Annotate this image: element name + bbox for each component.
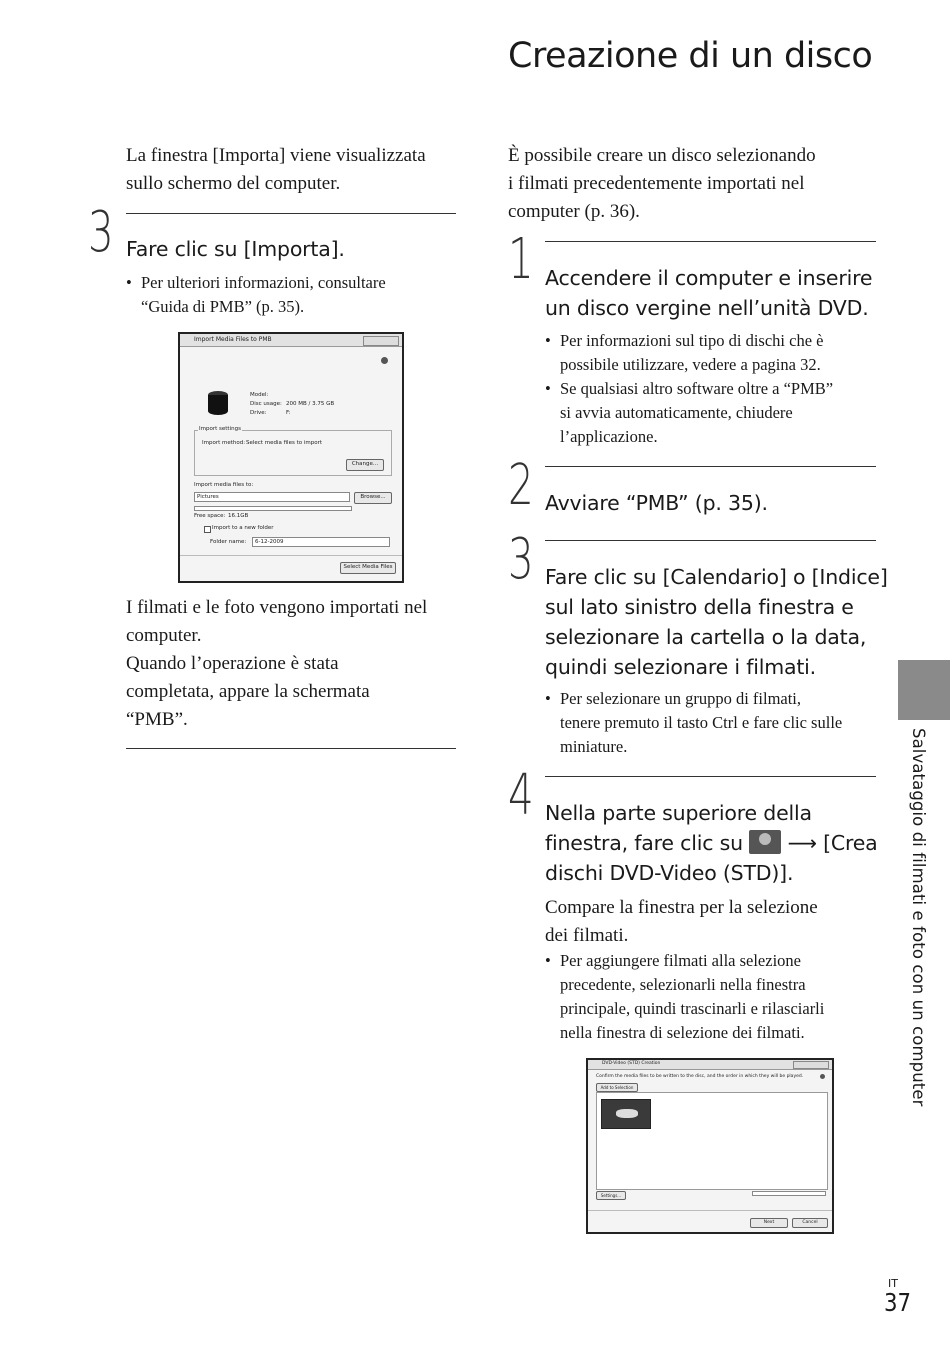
text-line: completata, appare la schermata — [126, 681, 370, 702]
window-titlebar — [588, 1060, 832, 1070]
text-line: Accendere il computer e inserire — [545, 266, 873, 290]
cancel-button[interactable]: Cancel — [792, 1218, 828, 1228]
divider — [588, 1210, 832, 1211]
text-line: dischi DVD-Video (STD)]. — [545, 861, 794, 885]
left-outro — [126, 594, 427, 734]
bullet-item — [545, 377, 876, 449]
language-code: IT — [888, 1277, 898, 1290]
text-line: computer. — [126, 625, 202, 646]
new-folder-checkbox[interactable] — [204, 526, 211, 533]
import-method-label: Import method: — [202, 440, 246, 446]
new-folder-label: Import to a new folder — [212, 525, 274, 531]
text-line: computer (p. 36). — [508, 201, 640, 222]
text-line: i filmati precedentemente importati nel — [508, 173, 805, 194]
text-line: I filmati e le foto vengono importati nel — [126, 597, 428, 618]
text-line: Compare la finestra per la selezione — [545, 897, 818, 918]
step-number: 1 — [508, 227, 534, 292]
page-title: Creazione di un disco — [508, 36, 873, 76]
text-line: • Per selezionare un gruppo di filmati, — [560, 689, 802, 708]
camera-icon — [206, 390, 230, 416]
text-segment: [Crea — [823, 831, 878, 855]
dvd-dialog-screenshot — [586, 1058, 834, 1234]
step-number: 3 — [88, 200, 114, 265]
divider — [545, 776, 876, 777]
video-thumbnail[interactable] — [601, 1099, 651, 1129]
section-tab — [898, 660, 950, 720]
browse-button[interactable]: Browse... — [354, 492, 392, 504]
right-intro — [508, 142, 816, 226]
step-number: 3 — [508, 527, 534, 592]
text-line: sullo schermo del computer. — [126, 173, 341, 194]
help-icon — [381, 357, 388, 364]
divider — [180, 555, 402, 556]
bullet-list — [545, 329, 876, 449]
bullet-list — [126, 271, 456, 319]
bullet-item — [126, 271, 456, 319]
group-title: Import settings — [199, 426, 241, 432]
select-media-files-button[interactable]: Select Media Files — [340, 562, 396, 574]
free-space-value: 16.1GB — [228, 513, 249, 519]
step-heading: Avviare “PMB” (p. 35). — [545, 491, 768, 515]
divider — [545, 540, 876, 541]
free-space-bar — [194, 506, 352, 511]
text-line — [545, 828, 878, 858]
section-tab-label: Salvataggio di filmati e foto con un computer — [909, 728, 928, 1107]
divider — [126, 213, 456, 214]
text-line: • Per ulteriori informazioni, consultare — [141, 273, 386, 292]
step-heading — [545, 798, 878, 888]
window-title: Import Media Files to PMB — [194, 336, 272, 343]
text-line: Quando l’operazione è stata — [126, 653, 339, 674]
text-line: tenere premuto il tasto Ctrl e fare clic sulle — [560, 713, 843, 732]
drive-value: F: — [286, 410, 291, 416]
arrow-icon: ⟶ — [787, 831, 817, 855]
text-line: La finestra [Importa] viene visualizzata — [126, 145, 426, 166]
free-space-label: Free space: — [194, 513, 226, 519]
bullet-list — [545, 687, 880, 759]
bullet-list — [545, 949, 880, 1045]
step-number: 4 — [508, 763, 534, 828]
step-heading: Fare clic su [Importa]. — [126, 237, 345, 261]
text-line: principale, quindi trascinarli e rilasciarli — [560, 999, 825, 1018]
step-heading — [545, 562, 888, 682]
text-line: “PMB”. — [126, 709, 188, 730]
text-line: l’applicazione. — [560, 427, 658, 446]
change-button[interactable]: Change... — [346, 459, 384, 471]
import-to-label: Import media files to: — [194, 482, 254, 488]
page-number: 37 — [884, 1288, 912, 1317]
window-controls — [363, 336, 399, 346]
bullet-item — [545, 687, 880, 759]
text-segment: finestra, fare clic su — [545, 831, 743, 855]
window-title: DVD-Video (STD) Creation — [602, 1061, 661, 1066]
text-line: miniature. — [560, 737, 628, 756]
text-line: “Guida di PMB” (p. 35). — [141, 297, 305, 316]
text-line: Fare clic su [Calendario] o [Indice] — [545, 565, 888, 589]
text-line: nella finestra di selezione dei filmati. — [560, 1023, 805, 1042]
bullet-item — [545, 329, 876, 377]
text-line: sul lato sinistro della finestra e — [545, 595, 854, 619]
divider — [545, 241, 876, 242]
divider — [126, 748, 456, 749]
text-line: un disco vergine nell’unità DVD. — [545, 296, 869, 320]
step-body — [545, 894, 818, 950]
folder-name-input[interactable]: 6-12-2009 — [252, 537, 390, 547]
add-to-selection-button[interactable]: Add to Selection — [596, 1083, 638, 1092]
settings-button[interactable]: Settings... — [596, 1191, 626, 1200]
text-line: • Per aggiungere filmati alla selezione — [560, 951, 801, 970]
folder-name-label: Folder name: — [210, 539, 247, 545]
window-titlebar — [180, 334, 402, 347]
text-line: • Se qualsiasi altro software oltre a “PMB” — [560, 379, 834, 398]
drive-label: Drive: — [250, 410, 267, 416]
import-to-select[interactable]: Pictures — [194, 492, 350, 502]
bullet-item — [545, 949, 880, 1045]
disc-usage-value: 200 MB / 3.75 GB — [286, 401, 335, 407]
next-button[interactable]: Next — [750, 1218, 788, 1228]
import-method-value: Select media files to import — [246, 440, 323, 446]
text-line: si avvia automaticamente, chiudere — [560, 403, 793, 422]
step-heading — [545, 263, 872, 323]
model-label: Model: — [250, 392, 269, 398]
file-list-panel — [596, 1092, 828, 1190]
instruction-text: Confirm the media files to be written to the disc, and the order in which they will be played. — [596, 1074, 804, 1079]
import-dialog-screenshot — [178, 332, 404, 583]
text-line: precedente, selezionarli nella finestra — [560, 975, 806, 994]
left-intro — [126, 142, 426, 198]
text-line: È possibile creare un disco selezionando — [508, 145, 816, 166]
text-line: quindi selezionare i filmati. — [545, 655, 816, 679]
disc-usage-label: Disc usage: — [250, 401, 282, 407]
text-line: possibile utilizzare, vedere a pagina 32. — [560, 355, 821, 374]
step-number: 2 — [508, 453, 534, 518]
text-line: Nella parte superiore della — [545, 801, 812, 825]
text-line: • Per informazioni sul tipo di dischi che è — [560, 331, 824, 350]
text-line: selezionare la cartella o la data, — [545, 625, 867, 649]
divider — [545, 466, 876, 467]
help-icon — [820, 1074, 825, 1079]
text-line: dei filmati. — [545, 925, 629, 946]
window-controls — [793, 1061, 829, 1069]
create-discs-icon — [749, 830, 781, 854]
capacity-bar — [752, 1191, 826, 1196]
